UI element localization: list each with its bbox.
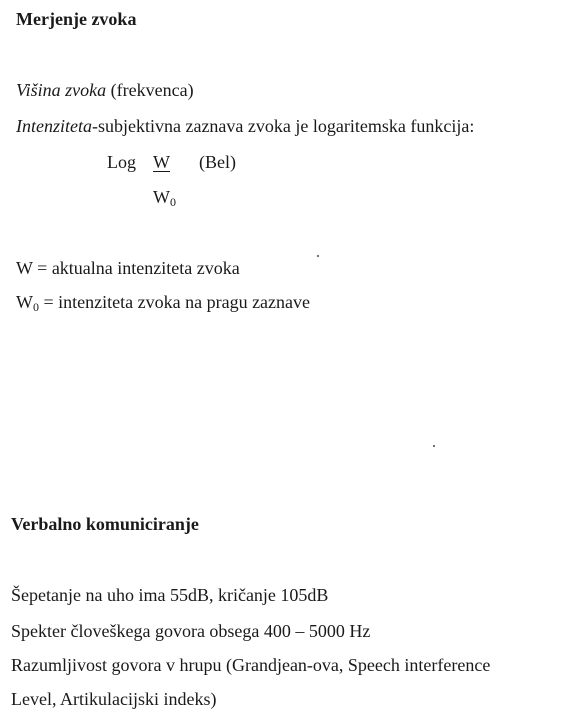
heading-verbal-communication: Verbalno komuniciranje [11,514,199,534]
verbal-line-3: Razumljivost govora v hrupu (Grandjean-ova, Speech interference [11,655,491,675]
pitch-note: (frekvenca) [110,80,194,100]
definition-w0-rest: = intenziteta zvoka na pragu zaznave [43,292,311,312]
definition-w0 [16,292,311,314]
formula-denominator-base: W [153,187,170,207]
intensity-description: -subjektivna zaznava zvoka je logaritemska funkcija: [91,116,475,136]
formula-log: Log [107,152,136,172]
formula-numerator: W [153,152,170,172]
heading-sound-measurement: Merjenje zvoka [16,9,137,29]
definition-w0-sub: 0 [33,300,39,314]
definition-w: W = aktualna intenziteta zvoka [16,258,240,278]
verbal-line-4: Level, Artikulacijski indeks) [11,689,217,709]
scan-speck [317,255,319,257]
verbal-line-2: Spekter človeškega govora obsega 400 – 5000 Hz [11,621,371,641]
pitch-term: Višina zvoka [16,80,107,100]
pitch-line [16,81,194,99]
verbal-line-1: Šepetanje na uho ima 55dB, kričanje 105dB [11,585,329,605]
scan-speck [433,445,435,447]
formula-unit: (Bel) [199,152,236,172]
formula-denominator-sub: 0 [170,195,176,209]
definition-w0-base: W [16,292,33,312]
formula-denominator [153,187,176,209]
intensity-line [16,117,474,135]
intensity-term: Intenziteta [16,116,92,136]
